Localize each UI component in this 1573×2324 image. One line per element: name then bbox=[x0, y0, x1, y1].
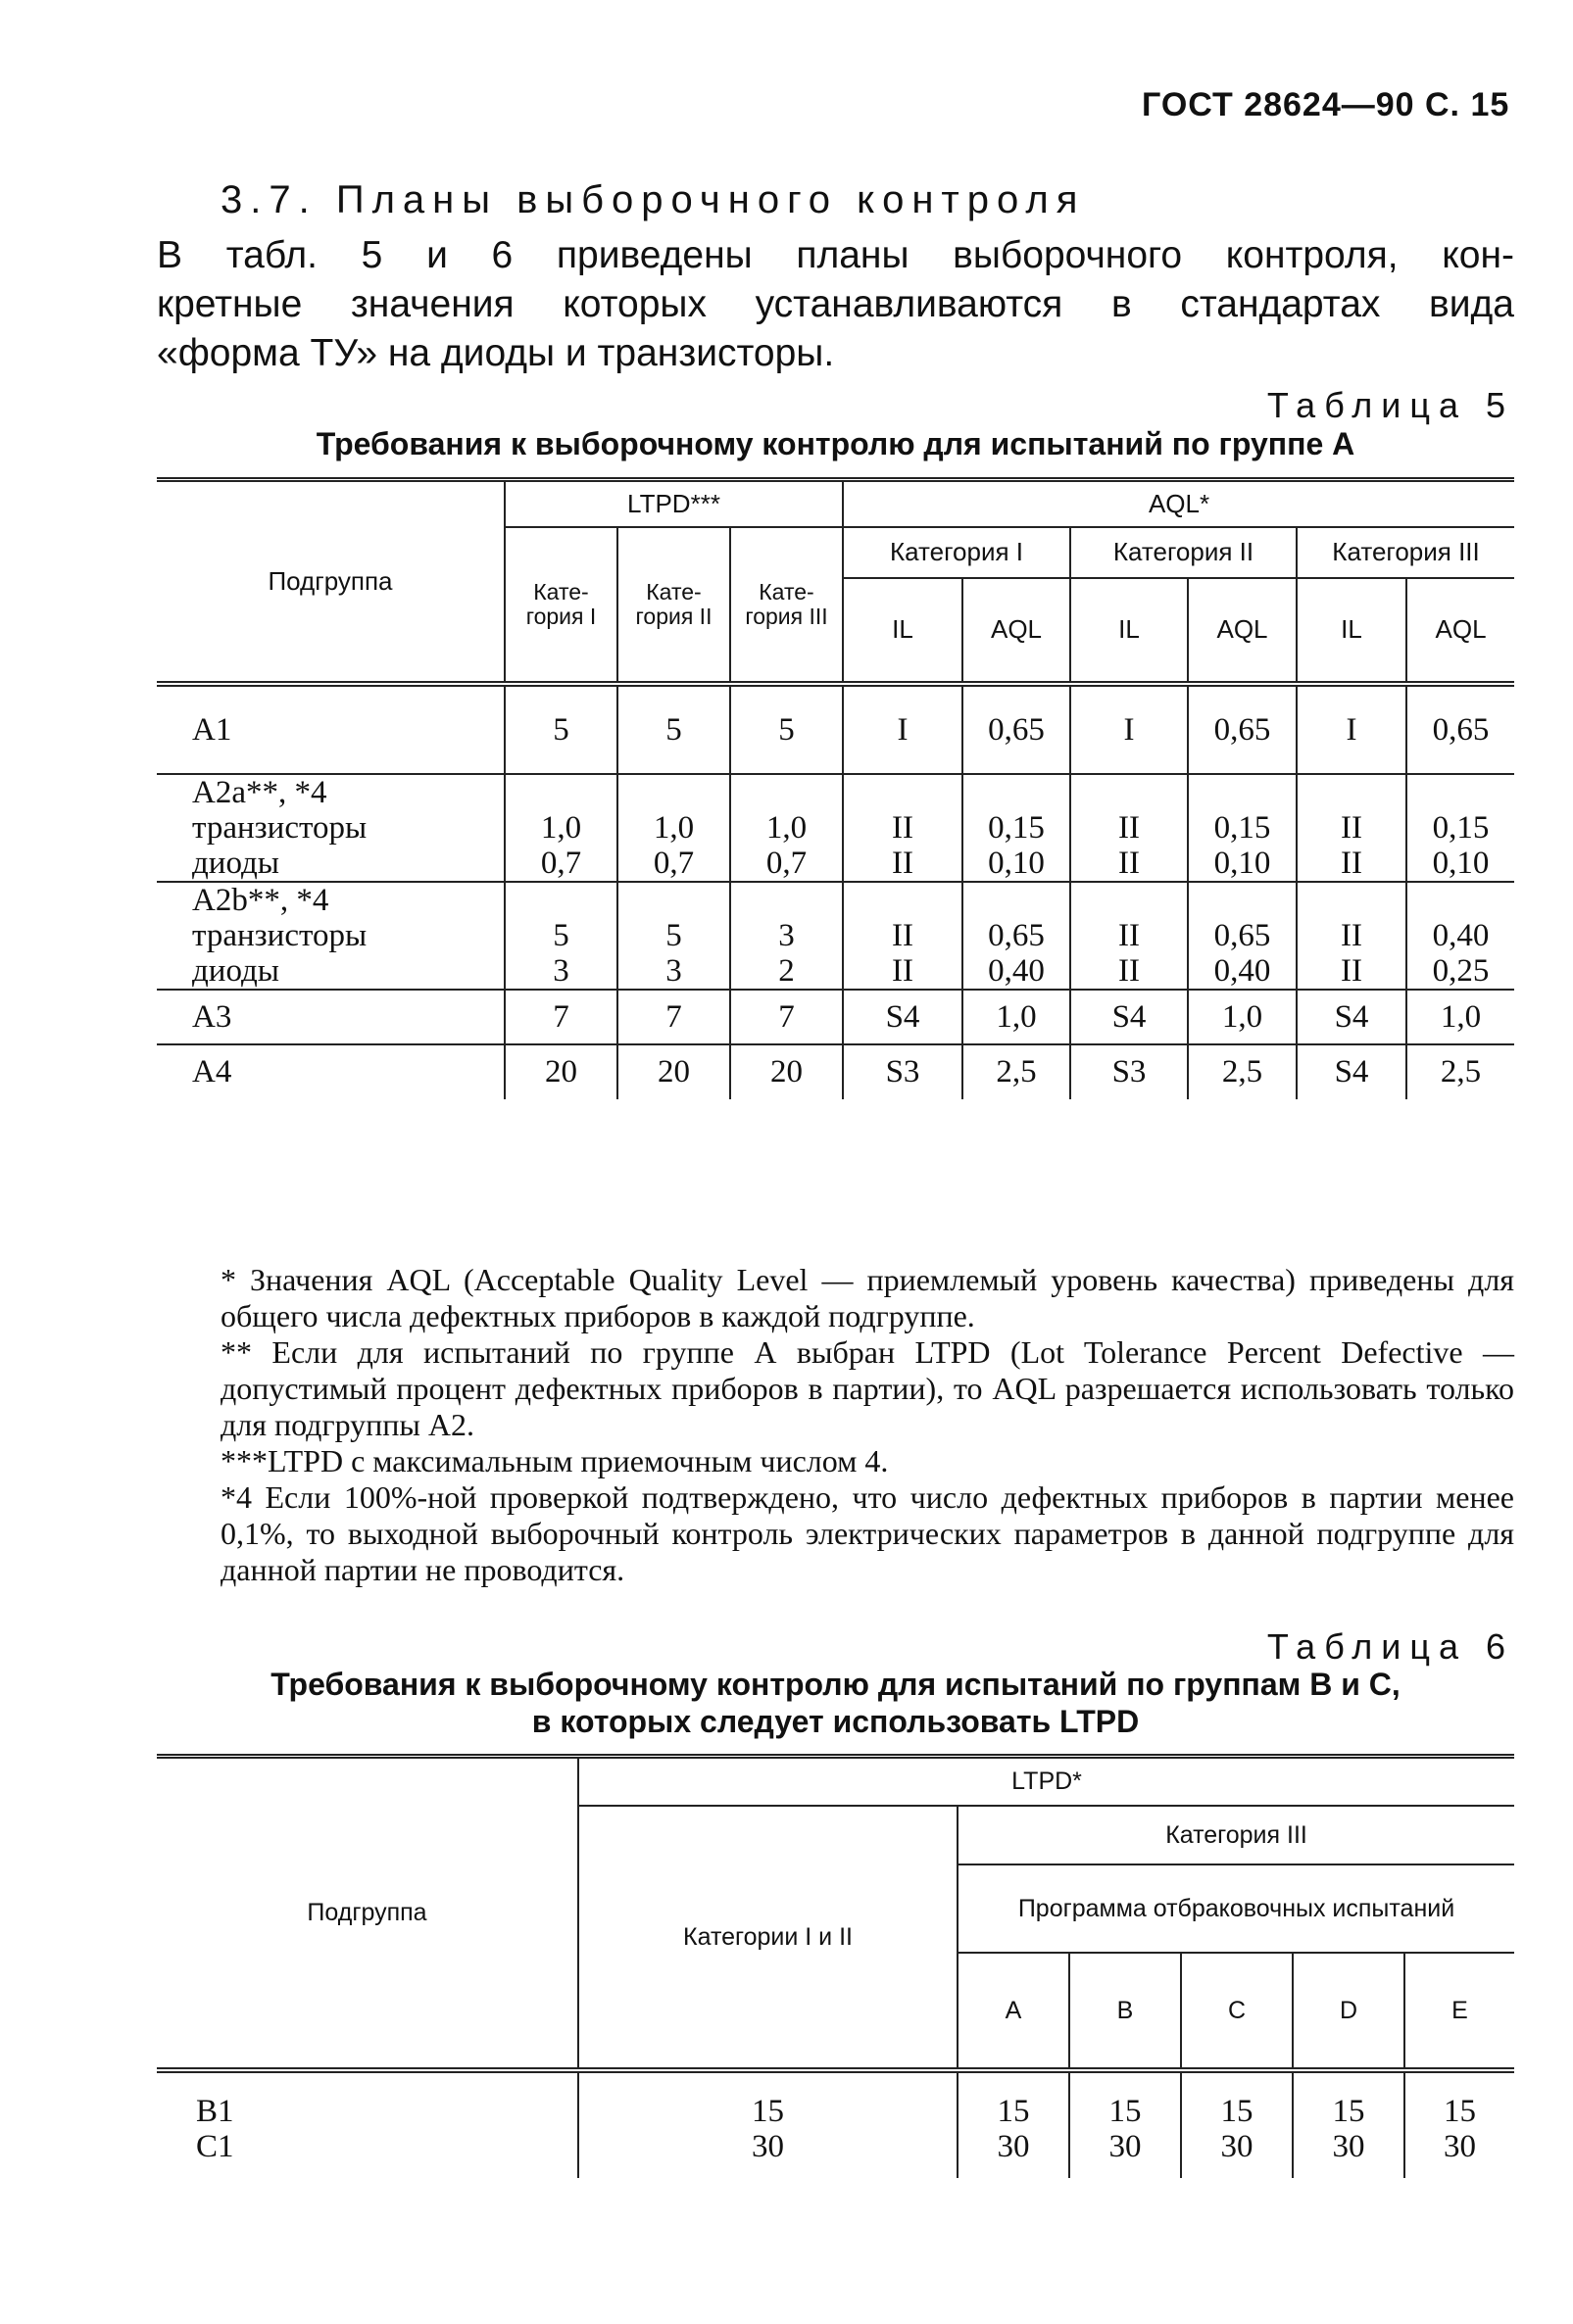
table5-cell-line: 0,65 bbox=[1432, 711, 1490, 748]
table5-cell-aql bbox=[1188, 882, 1297, 990]
table5-cell-line bbox=[963, 775, 1069, 810]
table6-header-program-a: A bbox=[958, 1953, 1069, 2070]
table5-cell-line: 20 bbox=[545, 1054, 577, 1089]
table5-cell-line: 2,5 bbox=[1221, 1054, 1263, 1089]
table5-cell-il bbox=[1070, 684, 1188, 774]
table5-cell-il bbox=[1297, 1044, 1406, 1099]
table5-cell-il bbox=[1297, 774, 1406, 882]
table5-cell-line bbox=[506, 883, 616, 918]
note-aql: * Значения AQL (Acceptable Quality Level — приемлемый уровень качества) приведены для общего числа дефектных приборов в каждой подгруппе. bbox=[221, 1262, 1514, 1333]
table5-cell-line: транзисторы bbox=[192, 809, 368, 846]
table5-cell-subgroup bbox=[157, 684, 505, 774]
table5-row bbox=[157, 990, 1514, 1044]
table5-cell-aql bbox=[1188, 990, 1297, 1044]
table6-header-cat3: Категория III bbox=[958, 1806, 1514, 1864]
table5-cell-line: S4 bbox=[1111, 998, 1147, 1035]
table5-cell-aql bbox=[1406, 1044, 1514, 1099]
table6-value: 15 bbox=[1108, 2093, 1142, 2129]
table5-cell-ltpd bbox=[617, 882, 730, 990]
table5-cell-subgroup bbox=[157, 990, 505, 1044]
table6-value: 30 bbox=[1444, 2128, 1477, 2164]
table6-value: 30 bbox=[752, 2128, 784, 2164]
table5-cell-line: II bbox=[1341, 952, 1362, 989]
table5-cell-line: 0,65 bbox=[1213, 917, 1271, 953]
table5-header-aql-col: AQL bbox=[1188, 578, 1297, 684]
table6-value: 15 bbox=[997, 2093, 1030, 2129]
table6-cell-program-e bbox=[1404, 2070, 1514, 2178]
table6 bbox=[157, 1754, 1514, 2178]
table5-header-il: IL bbox=[843, 578, 962, 684]
table5-cell-ltpd bbox=[730, 684, 843, 774]
table5-cell-line: 1,0 bbox=[540, 809, 582, 846]
table5-cell-line: 0,40 bbox=[988, 952, 1045, 989]
table6-caption-line: в которых следует использовать LTPD bbox=[531, 1704, 1140, 1739]
table5-cell-line bbox=[1189, 883, 1296, 918]
table5-header-aql-col: AQL bbox=[962, 578, 1070, 684]
table5-cell-line: 0,10 bbox=[988, 845, 1045, 881]
table5-cell-line bbox=[506, 775, 616, 810]
table5-cell-line: 3 bbox=[665, 952, 682, 989]
table5-header-aql: AQL* bbox=[843, 480, 1514, 527]
table5-cell-line: II bbox=[1341, 917, 1362, 953]
table5-cell-line: S4 bbox=[885, 998, 920, 1035]
table5-cell-line: 2,5 bbox=[996, 1054, 1037, 1089]
table5-cell-line: 1,0 bbox=[765, 809, 808, 846]
table5-cell-aql bbox=[962, 684, 1070, 774]
intro-line: «форма ТУ» на диоды и транзисторы. bbox=[157, 332, 835, 374]
table5-cell-line bbox=[1189, 775, 1296, 810]
table6-value: 30 bbox=[1108, 2128, 1142, 2164]
table5-body bbox=[157, 684, 1514, 1099]
table5-cell-line: A2b**, *4 bbox=[192, 882, 329, 918]
table5-cell-line bbox=[844, 775, 961, 810]
table5-header-ltpd-cat1: Кате- гория I bbox=[505, 527, 617, 684]
table6-label: Таблица 6 bbox=[1266, 1626, 1514, 1667]
table5-cell-line bbox=[1298, 883, 1405, 918]
table5-cell-line: II bbox=[1118, 952, 1140, 989]
table6-header-program-b: B bbox=[1069, 1953, 1181, 2070]
table5-cell-ltpd bbox=[617, 684, 730, 774]
table6-cell-program-d bbox=[1293, 2070, 1404, 2178]
note-100-percent: *4 Если 100%-ной проверкой подтверждено, что число дефектных приборов в партии менее 0,1%, то выходной выборочный контроль электрических параметров в данной подгруппе для данной партии не проводится. bbox=[221, 1479, 1514, 1587]
table5-cell-subgroup bbox=[157, 774, 505, 882]
table5-cell-line: II bbox=[892, 809, 913, 846]
table5-cell-line: 7 bbox=[553, 998, 569, 1035]
table5-cell-line: 0,7 bbox=[765, 845, 808, 881]
table5-cell-ltpd bbox=[505, 684, 617, 774]
table5-header-il: IL bbox=[1070, 578, 1188, 684]
table5-cell-subgroup bbox=[157, 882, 505, 990]
table6-cell-program-b bbox=[1069, 2070, 1181, 2178]
table5-cell-line: 0,65 bbox=[988, 711, 1045, 748]
table5-cell-line: 1,0 bbox=[653, 809, 695, 846]
table5-cell-line: 5 bbox=[665, 917, 682, 953]
table5-cell-il bbox=[843, 1044, 962, 1099]
table5-cell-aql bbox=[962, 990, 1070, 1044]
table5-cell-line: A3 bbox=[192, 998, 232, 1035]
table5-cell-line: S3 bbox=[1111, 1054, 1147, 1089]
table5-cell-line: I bbox=[1346, 711, 1357, 748]
table5-cell-line: 0,40 bbox=[1432, 917, 1490, 953]
table5-cell-aql bbox=[962, 774, 1070, 882]
table5-cell-line: II bbox=[1118, 809, 1140, 846]
table6-subgroup-b1: B1 bbox=[196, 2093, 234, 2129]
table5-cell-subgroup bbox=[157, 1044, 505, 1099]
section-title: 3.7. Планы выборочного контроля bbox=[221, 178, 1086, 221]
table5-cell-il bbox=[1297, 684, 1406, 774]
table6-header-program-c: C bbox=[1181, 1953, 1293, 2070]
table5-cell-line: 0,40 bbox=[1213, 952, 1271, 989]
table6-header-program: Программа отбраковочных испытаний bbox=[958, 1864, 1514, 1953]
table6-subgroup-c1: C1 bbox=[196, 2128, 234, 2164]
table5-row bbox=[157, 882, 1514, 990]
table5-cell-line: A2a**, *4 bbox=[192, 774, 327, 810]
table5-cell-line bbox=[1071, 883, 1187, 918]
table5-cell-line bbox=[618, 775, 729, 810]
table5-cell-il bbox=[843, 684, 962, 774]
table5-cell-line: 0,10 bbox=[1213, 845, 1271, 881]
table6-header-subgroup: Подгруппа bbox=[157, 1757, 578, 2070]
table5-cell-line bbox=[1071, 775, 1187, 810]
table6-cell-subgroup bbox=[157, 2070, 578, 2178]
table5-cell-line: II bbox=[892, 952, 913, 989]
table6-caption bbox=[157, 1666, 1514, 1740]
table5-cell-line: A4 bbox=[192, 1054, 232, 1089]
table6-value: 15 bbox=[1220, 2093, 1253, 2129]
table5-header-aql-col: AQL bbox=[1406, 578, 1514, 684]
table5-cell-ltpd bbox=[730, 990, 843, 1044]
table5-cell-aql bbox=[1406, 990, 1514, 1044]
table5-cell-line: II bbox=[892, 917, 913, 953]
table5-cell-line: 5 bbox=[553, 917, 569, 953]
table5-cell-il bbox=[1070, 882, 1188, 990]
table5-row bbox=[157, 774, 1514, 882]
intro-line: В табл. 5 и 6 приведены планы выборочного контроля, кон- bbox=[157, 234, 1514, 276]
table5-cell-line: 3 bbox=[553, 952, 569, 989]
table5-cell-line: II bbox=[1118, 845, 1140, 881]
table5-cell-ltpd bbox=[505, 774, 617, 882]
table5-cell-line: I bbox=[897, 711, 909, 748]
table5-row bbox=[157, 684, 1514, 774]
table5-header-ltpd-cat3: Кате- гория III bbox=[730, 527, 843, 684]
table5-cell-line: S4 bbox=[1334, 1054, 1369, 1089]
table6-caption-line: Требования к выборочному контролю для испытаний по группам В и С, bbox=[270, 1667, 1401, 1702]
table5-cell-il bbox=[843, 990, 962, 1044]
table5-cell-ltpd bbox=[617, 774, 730, 882]
table5-cell-line: 0,65 bbox=[988, 917, 1045, 953]
table5-cell-line bbox=[1407, 883, 1514, 918]
table5-cell-ltpd bbox=[505, 1044, 617, 1099]
table5-cell-line: 0,65 bbox=[1213, 711, 1271, 748]
table5-cell-line bbox=[963, 883, 1069, 918]
table5-cell-il bbox=[1070, 990, 1188, 1044]
table5-cell-line: диоды bbox=[192, 952, 279, 989]
table5-cell-line: 1,0 bbox=[1221, 998, 1263, 1035]
table5-cell-ltpd bbox=[505, 990, 617, 1044]
table5-cell-il bbox=[843, 774, 962, 882]
table5-row bbox=[157, 1044, 1514, 1099]
table6-header-ltpd: LTPD* bbox=[578, 1757, 1514, 1806]
table5-cell-line: 0,15 bbox=[1213, 809, 1271, 846]
table5-cell-il bbox=[1297, 882, 1406, 990]
table5-cell-il bbox=[1070, 1044, 1188, 1099]
intro-paragraph bbox=[157, 231, 1514, 378]
table5-cell-ltpd bbox=[730, 882, 843, 990]
table5-cell-ltpd bbox=[505, 882, 617, 990]
table5-cell-ltpd bbox=[730, 1044, 843, 1099]
table5-cell-line: 0,15 bbox=[1432, 809, 1490, 846]
table6-header-cat12: Категории I и II bbox=[578, 1806, 958, 2070]
table5-cell-line: 5 bbox=[778, 711, 795, 748]
table5-cell-il bbox=[1297, 990, 1406, 1044]
table5-cell-line: II bbox=[892, 845, 913, 881]
table5-header-aql-cat1: Категория I bbox=[843, 527, 1070, 578]
table6-cell-cat12 bbox=[578, 2070, 958, 2178]
table5-cell-line: 20 bbox=[770, 1054, 803, 1089]
table5-cell-line bbox=[844, 883, 961, 918]
table5-cell-line: 5 bbox=[665, 711, 682, 748]
table5-cell-aql bbox=[1188, 684, 1297, 774]
table5-cell-il bbox=[843, 882, 962, 990]
table5-header-ltpd-cat2: Кате- гория II bbox=[617, 527, 730, 684]
table5-cell-line: S3 bbox=[885, 1054, 920, 1089]
page-header-gost: ГОСТ 28624—90 С. 15 bbox=[1142, 86, 1510, 123]
table5-cell-line: 1,0 bbox=[1440, 998, 1482, 1035]
table5-cell-line: II bbox=[1118, 917, 1140, 953]
table6-value: 30 bbox=[1332, 2128, 1365, 2164]
table5-header-ltpd: LTPD*** bbox=[505, 480, 843, 527]
table5-cell-line: 20 bbox=[658, 1054, 690, 1089]
table5-header-aql-cat2: Категория II bbox=[1070, 527, 1297, 578]
table6-cell-program-a bbox=[958, 2070, 1069, 2178]
table5-notes bbox=[157, 1262, 1514, 1588]
table5-cell-aql bbox=[1406, 684, 1514, 774]
note-ltpd-group-a: ** Если для испытаний по группе А выбран LTPD (Lot Tolerance Percent Defective — допустимый процент дефектных приборов в партии), то AQL разрешается использовать только для подгруппы А2. bbox=[221, 1334, 1515, 1442]
table5-cell-line: 2,5 bbox=[1440, 1054, 1482, 1089]
table5-cell-line: 7 bbox=[665, 998, 682, 1035]
table5-cell-line: 3 bbox=[778, 917, 795, 953]
table5-cell-line: S4 bbox=[1334, 998, 1369, 1035]
table6-value: 15 bbox=[1332, 2093, 1365, 2129]
table5-cell-line bbox=[1407, 775, 1514, 810]
table5-cell-aql bbox=[1188, 774, 1297, 882]
table6-value: 15 bbox=[1444, 2093, 1477, 2129]
table5-cell-line: диоды bbox=[192, 845, 279, 881]
table5-cell-line bbox=[618, 883, 729, 918]
table5-cell-line bbox=[1298, 775, 1405, 810]
table6-header-program-d: D bbox=[1293, 1953, 1404, 2070]
table6-cell-program-c bbox=[1181, 2070, 1293, 2178]
table5-cell-line: 0,10 bbox=[1432, 845, 1490, 881]
table5-cell-aql bbox=[1188, 1044, 1297, 1099]
table5-cell-line: A1 bbox=[192, 711, 232, 748]
table5-header-aql-cat3: Категория III bbox=[1297, 527, 1514, 578]
table5-cell-line: II bbox=[1341, 809, 1362, 846]
table5-cell-aql bbox=[962, 1044, 1070, 1099]
intro-line: кретные значения которых устанавливаются в стандартах вида bbox=[157, 283, 1514, 325]
table5-header-il: IL bbox=[1297, 578, 1406, 684]
table5-cell-line: II bbox=[1341, 845, 1362, 881]
table5-cell-line: 2 bbox=[778, 952, 795, 989]
table5-cell-line: 5 bbox=[553, 711, 569, 748]
table5-cell-line bbox=[731, 775, 842, 810]
table5-cell-ltpd bbox=[730, 774, 843, 882]
table5-cell-line: 0,7 bbox=[540, 845, 582, 881]
table6-value: 30 bbox=[997, 2128, 1030, 2164]
table5-cell-line: 0,15 bbox=[988, 809, 1045, 846]
table5-cell-line: 7 bbox=[778, 998, 795, 1035]
table5-cell-line: 0,25 bbox=[1432, 952, 1490, 989]
table5-caption: Требования к выборочному контролю для испытаний по группе А bbox=[316, 426, 1355, 461]
table5-header-subgroup: Подгруппа bbox=[157, 480, 505, 684]
table5-cell-aql bbox=[1406, 774, 1514, 882]
note-ltpd-acceptance: ***LTPD с максимальным приемочным числом 4. bbox=[221, 1443, 889, 1478]
table6-value: 30 bbox=[1220, 2128, 1253, 2164]
table5-cell-aql bbox=[962, 882, 1070, 990]
table5-cell-line: I bbox=[1123, 711, 1135, 748]
table5-cell-il bbox=[1070, 774, 1188, 882]
table5-cell-aql bbox=[1406, 882, 1514, 990]
table5 bbox=[157, 477, 1514, 1099]
table6-header-program-e: E bbox=[1404, 1953, 1514, 2070]
table5-cell-line: 1,0 bbox=[996, 998, 1037, 1035]
table6-value: 15 bbox=[752, 2093, 784, 2129]
table5-cell-line: транзисторы bbox=[192, 917, 368, 953]
table5-cell-ltpd bbox=[617, 1044, 730, 1099]
table5-label: Таблица 5 bbox=[1266, 385, 1514, 425]
table5-cell-line: 0,7 bbox=[653, 845, 695, 881]
table5-cell-ltpd bbox=[617, 990, 730, 1044]
table5-cell-line bbox=[731, 883, 842, 918]
